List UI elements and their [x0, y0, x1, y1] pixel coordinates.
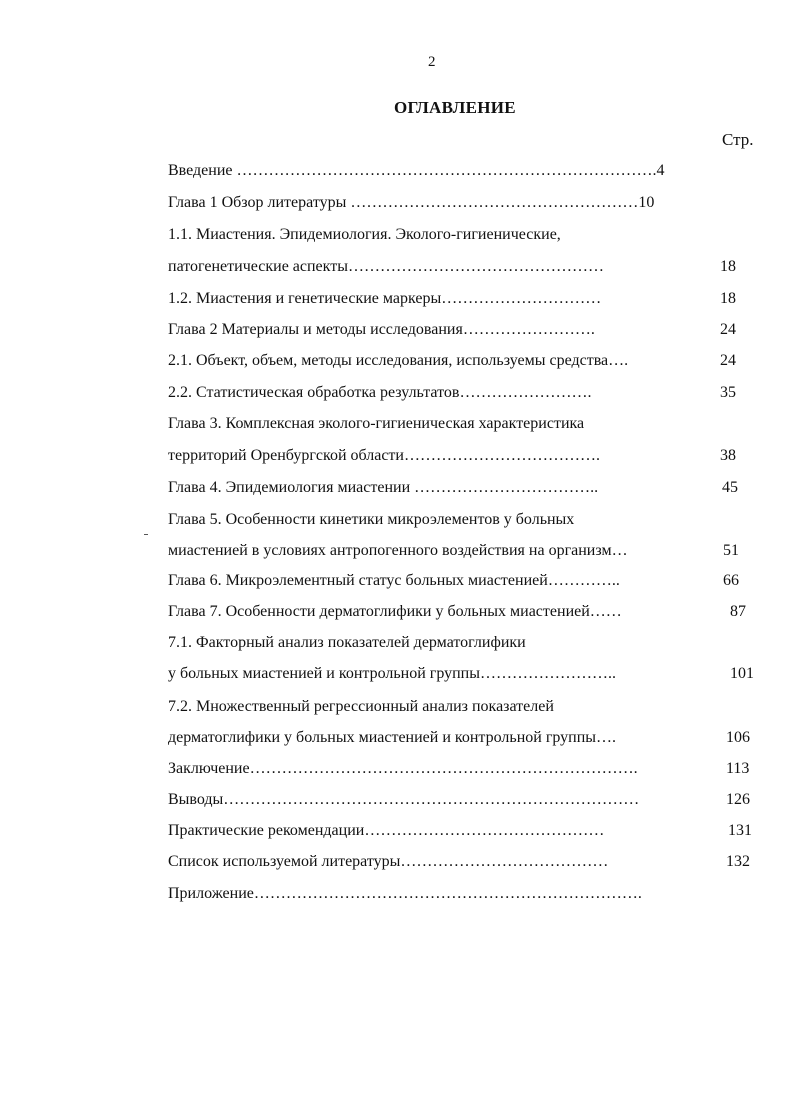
toc-entry-text: Глава 6. Микроэлементный статус больных миастенией…………..: [168, 572, 620, 589]
page-column-label: Стр.: [722, 130, 754, 149]
toc-entry-page: 87: [730, 603, 746, 620]
toc-entry-page: 24: [720, 321, 736, 338]
toc-entry-page: 51: [723, 542, 739, 559]
toc-entry-text: Глава 1 Обзор литературы ………………………………………………10: [168, 194, 655, 211]
toc-entry-page: 132: [726, 853, 750, 870]
toc-entry-page: 38: [720, 447, 736, 464]
toc-entry-text: Глава 4. Эпидемиология миастении ……………………………..: [168, 479, 599, 496]
toc-entry-text: Заключение……………………………………………………………….: [168, 760, 638, 777]
toc-entry-page: 131: [728, 822, 752, 839]
toc-entry-page: 18: [720, 258, 736, 275]
toc-entry-page: 18: [720, 290, 736, 307]
toc-entry-text: 7.2. Множественный регрессионный анализ показателей: [168, 698, 554, 715]
toc-entry-page: 35: [720, 384, 736, 401]
toc-entry-text: у больных миастенией и контрольной группы……………………..: [168, 665, 616, 682]
toc-entry-text: 7.1. Факторный анализ показателей дерматоглифики: [168, 634, 526, 651]
toc-entry-text: Глава 3. Комплексная эколого-гигиеническая характеристика: [168, 415, 585, 432]
toc-entry-page: 101: [730, 665, 754, 682]
toc-entry-text: Глава 7. Особенности дерматоглифики у больных миастенией……: [168, 603, 622, 620]
toc-entry-text: 1.2. Миастения и генетические маркеры…………………………: [168, 290, 602, 307]
toc-entry-text: патогенетические аспекты…………………………………………: [168, 258, 604, 275]
toc-entry-text: Глава 2 Материалы и методы исследования…………………….: [168, 321, 595, 338]
toc-entry-text: миастенией в условиях антропогенного воздействия на организм…: [168, 542, 628, 559]
toc-entry-text: Глава 5. Особенности кинетики микроэлементов у больных: [168, 511, 575, 528]
toc-entry-page: 113: [726, 760, 750, 777]
toc-entry-page: 66: [723, 572, 739, 589]
toc-entry-text: Список используемой литературы…………………………………: [168, 853, 609, 870]
toc-entry-text: Приложение……………………………………………………………….: [168, 885, 642, 902]
toc-entry-text: Введение …………………………………………………………………….4: [168, 162, 665, 179]
toc-entry-text: Практические рекомендации………………………………………: [168, 822, 605, 839]
toc-entry-text: 1.1. Миастения. Эпидемиология. Эколого-гигиенические,: [168, 226, 561, 243]
toc-entry-text: 2.2. Статистическая обработка результатов…………………….: [168, 384, 592, 401]
toc-entry-page: 24: [720, 352, 736, 369]
toc-entry-page: 106: [726, 729, 750, 746]
toc-entry-text: 2.1. Объект, объем, методы исследования, используемы средства….: [168, 352, 629, 369]
toc-entry-page: 45: [722, 479, 738, 496]
toc-entry-text: территорий Оренбургской области……………………………….: [168, 447, 600, 464]
page-title: ОГЛАВЛЕНИЕ: [394, 98, 516, 117]
toc-entry-text: Выводы……………………………………………………………………: [168, 791, 640, 808]
toc-entry-text: дерматоглифики у больных миастенией и контрольной группы….: [168, 729, 617, 746]
page-number: 2: [428, 54, 436, 70]
scan-speck: [144, 534, 148, 535]
toc-entry-page: 126: [726, 791, 750, 808]
